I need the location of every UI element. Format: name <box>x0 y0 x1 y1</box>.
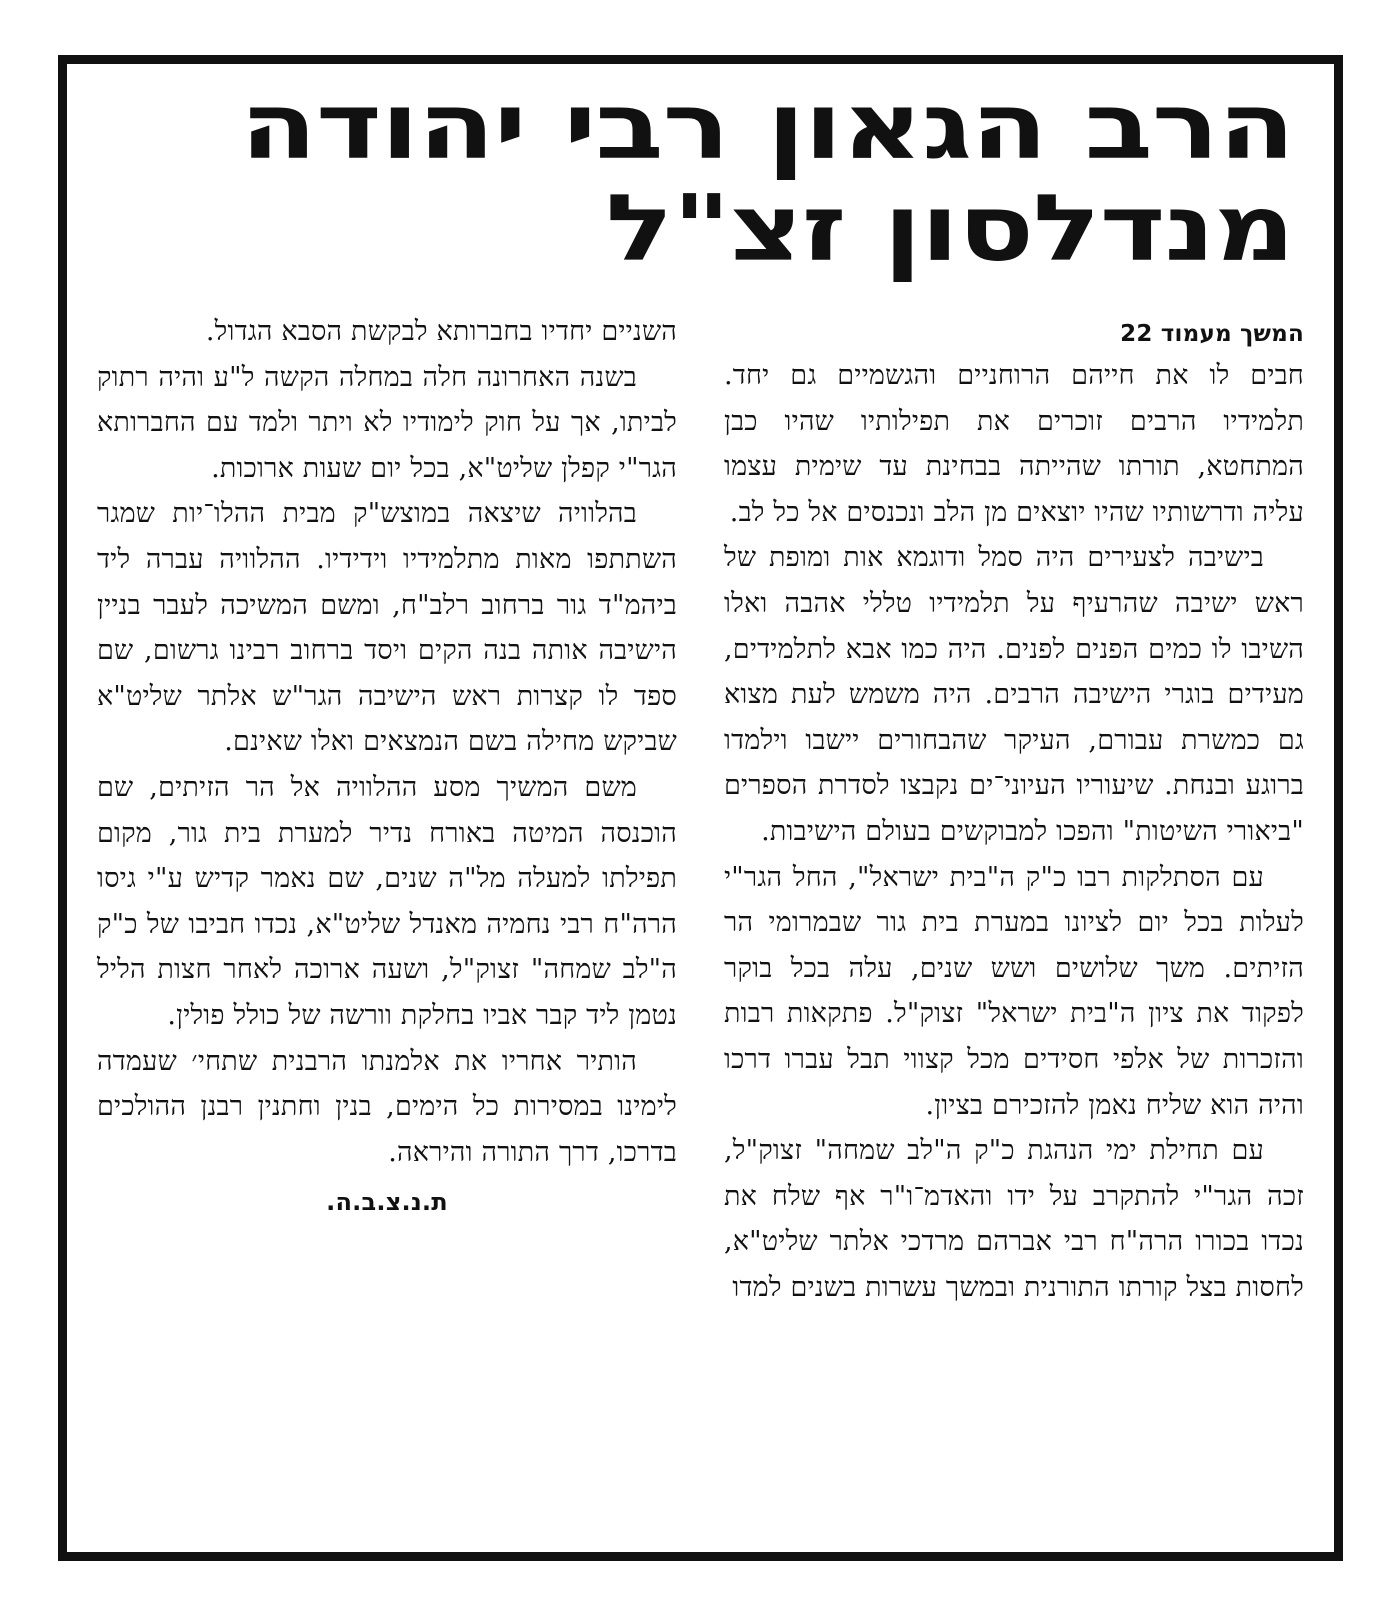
paragraph: השניים יחדיו בחברותא לבקשת הסבא הגדול. <box>205 316 677 347</box>
paragraph: משם המשיך מסע ההלוויה אל הר הזיתים, שם הוכנסה המיטה באורח נדיר למערת בית גור, מקום תפילתו למעלה מל"ה שנים, שם נאמר קדיש ע"י גיסו הרה"ח רבי נחמיה מאנדל שליט"א, נכדו חביבו של כ"ק ה"לב שמחה" זצוק"ל, ושעה ארוכה לאחר חצות הליל נטמן ליד קבר אביו בחלקת וורשה של כולל פולין. <box>97 771 677 1031</box>
headline <box>67 73 1334 291</box>
paragraph: עם הסתלקות רבו כ"ק ה"בית ישראל", החל הגר"י לעלות בכל יום לציונו במערת בית גור שבמרומי הר הזיתים. משך שלושים ושש שנים, עלה בכל בוקר לפקוד את ציון ה"בית ישראל" זצוק"ל. פתקאות רבות והזכרות של אלפי חסידים מכל קצווי תבל עברו דרכו והיה הוא שליח נאמן להזכירם בציון. <box>724 861 1304 1121</box>
article-frame <box>58 55 1343 1561</box>
paragraph: הותיר אחריו את אלמנתו הרבנית שתחי׳ שעמדה לימינו במסירות כל הימים, בנין וחתנין רבנן ההולכים בדרכו, דרך התורה והיראה. <box>97 1045 677 1168</box>
article-body <box>97 309 1304 1532</box>
headline-line-1: הרב הגאון רבי יהודה <box>239 73 1294 180</box>
paragraph: בישיבה לצעירים היה סמל ודוגמא אות ומופת של ראש ישיבה שהרעיף על תלמידיו טללי אהבה ואלו השיבו לו כמים הפנים לפנים. היה כמו אבא לתלמידים, מעידים בוגרי הישיבה הרבים. היה משמש לעת מצוא גם כמשרת עבורם, העיקר שהבחורים יישבו וילמדו ברוגע ובנחת. שיעוריו העיוני־ים נקבצו לסדרת הספרים "ביאורי השיטות" והפכו למבוקשים בעולם הישיבות. <box>724 542 1304 847</box>
paragraph: בהלוויה שיצאה במוצש"ק מבית ההלו־יות שמגר השתתפו מאות מתלמידיו וידידיו. ההלוויה עברה ליד ביהמ"ד גור ברחוב רלב"ח, ומשם המשיכה לעבר בניין הישיבה אותה בנה הקים ויסד ברחוב רבינו גרשום, שם ספד לו קצרות ראש הישיבה הגר"ש אלתר שליט"א שביקש מחילה בשם הנמצאים ואלו שאינם. <box>97 498 677 758</box>
continued-from-label: המשך מעמוד 22 <box>1120 321 1304 347</box>
paragraph: עם תחילת ימי הנהגת כ"ק ה"לב שמחה" זצוק"ל, זכה הגר"י להתקרב על ידו והאדמ־ו"ר אף שלח את נכדו בכורו הרה"ח רבי אברהם מרדכי אלתר שליט"א, לחסות בצל קורתו התורנית ובמשך עשרות בשנים למדו <box>724 1135 1304 1303</box>
headline-line-2: מנדלסון זצ"ל <box>605 175 1294 282</box>
paragraph: חבים לו את חייהם הרוחניים והגשמיים גם יחד. תלמידיו הרבים זוכרים את תפילותיו שהיו כבן המתחטא, תורתו שהייתה בבחינת עד שימית עצמו עליה ודרשותיו שהיו יוצאים מן הלב ונכנסים אל כל לב. <box>724 360 1304 528</box>
right-column <box>724 309 1304 1532</box>
left-column <box>97 309 677 1532</box>
paragraph: בשנה האחרונה חלה במחלה הקשה ל"ע והיה רתוק לביתו, אך על חוק לימודיו לא ויתר ולמד עם החברותא הגר"י קפלן שליט"א, בכל יום שעות ארוכות. <box>97 361 677 484</box>
closing-initials: ת.נ.צ.ב.ה. <box>326 1188 448 1217</box>
